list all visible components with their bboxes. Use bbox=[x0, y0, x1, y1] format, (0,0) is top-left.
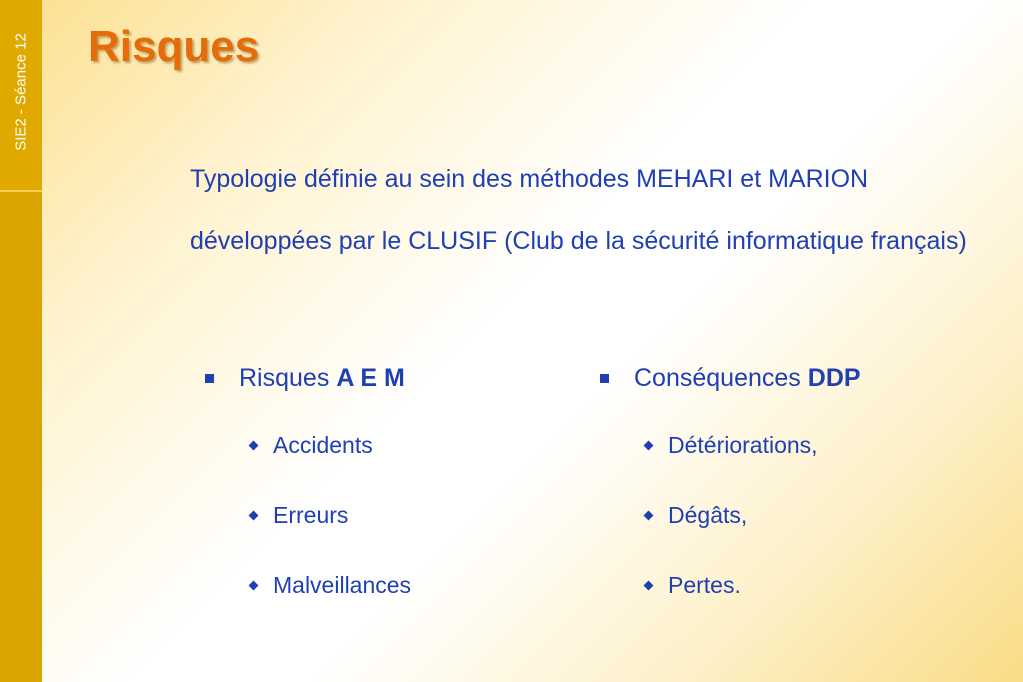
risks-heading bbox=[205, 358, 405, 398]
intro-paragraph: Typologie définie au sein des méthodes MEHARI et MARION développées par le CLUSIF (Club de la sécurité informatique français) bbox=[190, 165, 967, 255]
consequences-heading bbox=[600, 358, 861, 398]
list-item-label: Détériorations, bbox=[668, 432, 818, 458]
list-item bbox=[250, 432, 373, 459]
course-label: SIE2 - Séance 12 bbox=[12, 33, 30, 151]
risks-heading-acronym: A E M bbox=[336, 363, 405, 392]
square-bullet-icon bbox=[205, 374, 214, 383]
diamond-bullet-icon bbox=[249, 441, 259, 451]
diamond-bullet-icon bbox=[644, 581, 654, 591]
side-bar bbox=[0, 0, 42, 682]
list-item bbox=[250, 502, 348, 529]
square-bullet-icon bbox=[600, 374, 609, 383]
list-item-label: Malveillances bbox=[273, 572, 412, 598]
list-item-label: Erreurs bbox=[273, 502, 349, 528]
diamond-bullet-icon bbox=[644, 511, 654, 521]
consequences-heading-text: Conséquences bbox=[634, 363, 801, 392]
risks-heading-text: Risques bbox=[239, 363, 330, 392]
list-item-label: Pertes. bbox=[668, 572, 741, 598]
list-item bbox=[250, 572, 411, 599]
risks-column bbox=[205, 358, 412, 598]
diamond-bullet-icon bbox=[644, 441, 654, 451]
consequences-column bbox=[600, 358, 861, 598]
list-item bbox=[645, 502, 747, 529]
list-item bbox=[645, 572, 741, 599]
diamond-bullet-icon bbox=[249, 511, 259, 521]
list-item-label: Accidents bbox=[273, 432, 373, 458]
diamond-bullet-icon bbox=[249, 581, 259, 591]
consequences-heading-acronym: DDP bbox=[807, 363, 861, 392]
list-item-label: Dégâts, bbox=[668, 502, 748, 528]
slide-title: Risques bbox=[88, 22, 260, 71]
list-item bbox=[645, 432, 818, 459]
